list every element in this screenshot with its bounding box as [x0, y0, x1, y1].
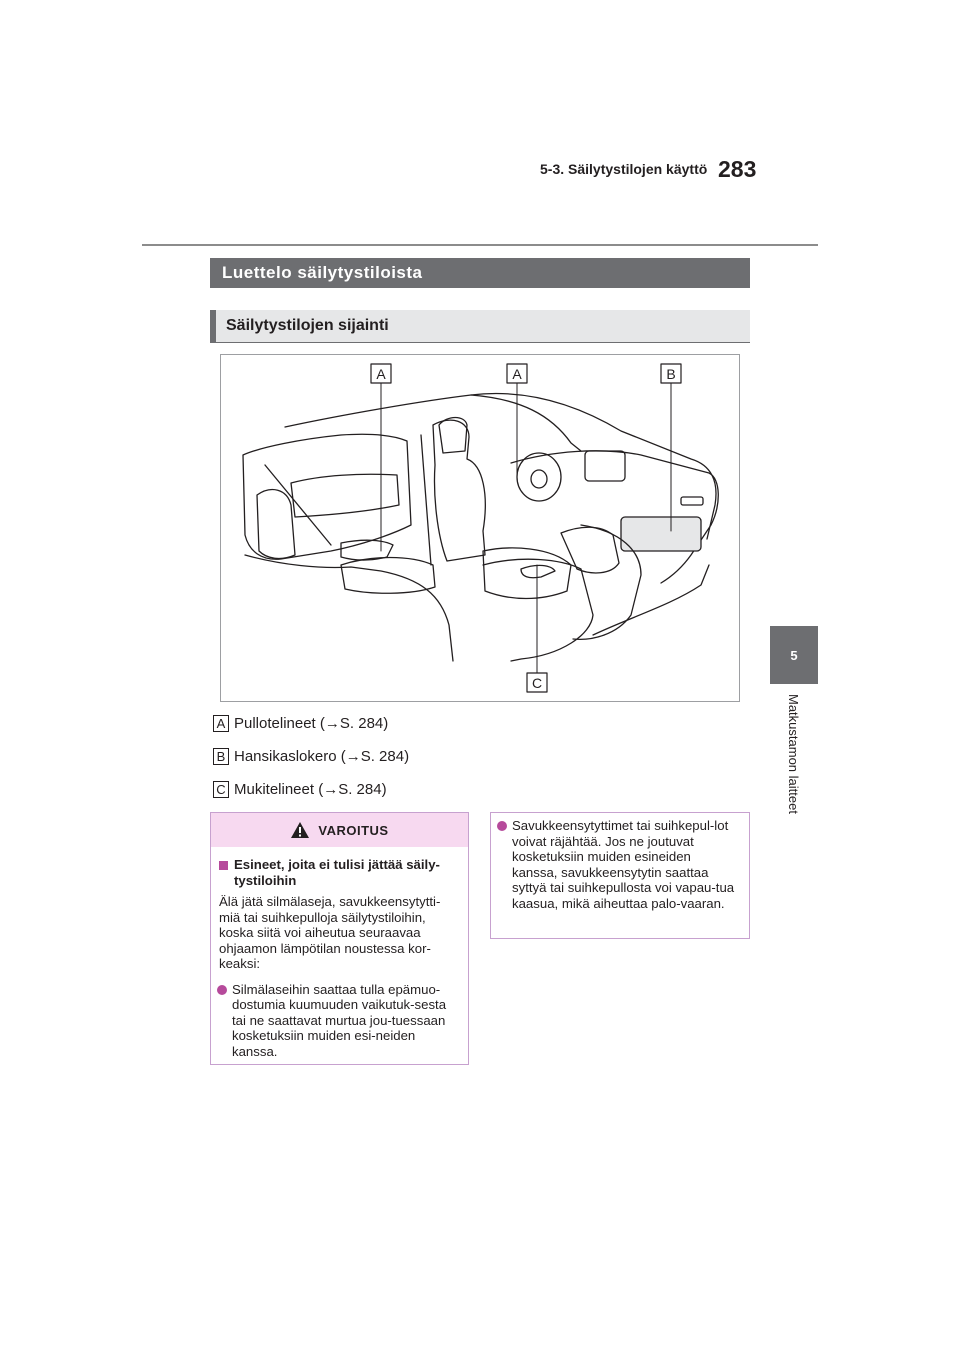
- legend-item-c: [213, 779, 387, 799]
- warning-box-left: [210, 812, 469, 1065]
- legend-text-b: Hansikaslokero (→S. 284): [234, 747, 410, 765]
- running-header-section: 5-3. Säilytystilojen käyttö: [540, 161, 708, 177]
- header-rule: [142, 244, 818, 246]
- center-console: [483, 559, 593, 661]
- callout-label-a2: A: [512, 366, 522, 382]
- rear-armrest: [341, 558, 435, 594]
- callout-label-a1: A: [376, 366, 386, 382]
- warning-heading-item: [219, 857, 458, 888]
- callout-label-b: B: [666, 366, 676, 382]
- section-title: Luettelo säilytystiloista: [210, 258, 750, 288]
- interior-drawing: [221, 355, 739, 701]
- chapter-title-vertical: [782, 694, 804, 854]
- round-bullet-icon: [217, 985, 227, 995]
- warning-bullet-2-text: Savukkeensytyttimet tai suihkepul-lot voivat räjähtää. Jos ne joutuvat kosketuksiin muiden esineiden kanssa, savukkeensytytin saattaa syttyä tai suihkepullosta voi vapau-tua kaasua, mikä aiheuttaa palo-vaaran.: [512, 818, 735, 911]
- subsection-title-text: Säilytystilojen sijainti: [226, 317, 389, 334]
- legend-letter-b: B: [213, 748, 229, 765]
- warning-paragraph: Älä jätä silmälaseja, savukkeensytytti-miä tai suihkepulloja säilytystiloihin, koska siitä voi aiheutua seuraavaa ohjaamon lämpötilan noustessa kor-keaksi:: [219, 894, 441, 971]
- legend-text-a: Pullotelineet (→S. 284): [234, 714, 389, 732]
- center-display: [585, 451, 625, 481]
- warning-title: VAROITUS: [318, 822, 389, 838]
- round-bullet-icon: [497, 821, 507, 831]
- subsection-underline: [210, 342, 750, 343]
- subsection-title: [210, 310, 750, 342]
- door-armrest: [291, 474, 399, 517]
- warning-heading: Esineet, joita ei tulisi jättää säily-tystiloihin: [234, 857, 440, 888]
- cupholder: [521, 565, 555, 577]
- warning-bullet-1-text: Silmälaseihin saattaa tulla epämuo-dostumia kuumuuden vaikutuk-sesta tai ne saattavat murtua jou-tuessaan kosketuksiin muiden esi-neiden kanssa.: [232, 981, 447, 1059]
- glovebox: [621, 517, 701, 551]
- a-pillar: [471, 395, 581, 451]
- legend-letter-a: A: [213, 715, 229, 732]
- warning-box-right: [490, 812, 750, 939]
- car-interior-illustration: [220, 354, 740, 702]
- warning-header: [211, 813, 468, 847]
- chapter-tab: 5: [770, 626, 818, 684]
- warning-triangle-icon: [290, 821, 310, 839]
- legend-item-a: [213, 713, 388, 733]
- rear-seat: [245, 555, 453, 661]
- callout-label-c: C: [531, 675, 543, 691]
- steering-hub: [531, 470, 547, 488]
- vent: [681, 497, 703, 505]
- rear-headrest: [257, 490, 295, 559]
- legend-text-c: Mukitelineet (→S. 284): [234, 780, 387, 798]
- chapter-title-text: Matkustamon laitteet: [786, 694, 801, 814]
- warning-bullet-2: [497, 818, 739, 911]
- page-number: 283: [718, 156, 757, 182]
- gear-area: [561, 527, 619, 573]
- driver-seat-cushion: [483, 548, 571, 599]
- legend-letter-c: C: [213, 781, 229, 798]
- square-bullet-icon: [219, 861, 228, 870]
- warning-bullet-1: [217, 982, 458, 1060]
- steering-wheel: [517, 453, 561, 501]
- legend-item-b: [213, 746, 409, 766]
- floor-line: [593, 565, 709, 635]
- driver-headrest: [439, 418, 467, 454]
